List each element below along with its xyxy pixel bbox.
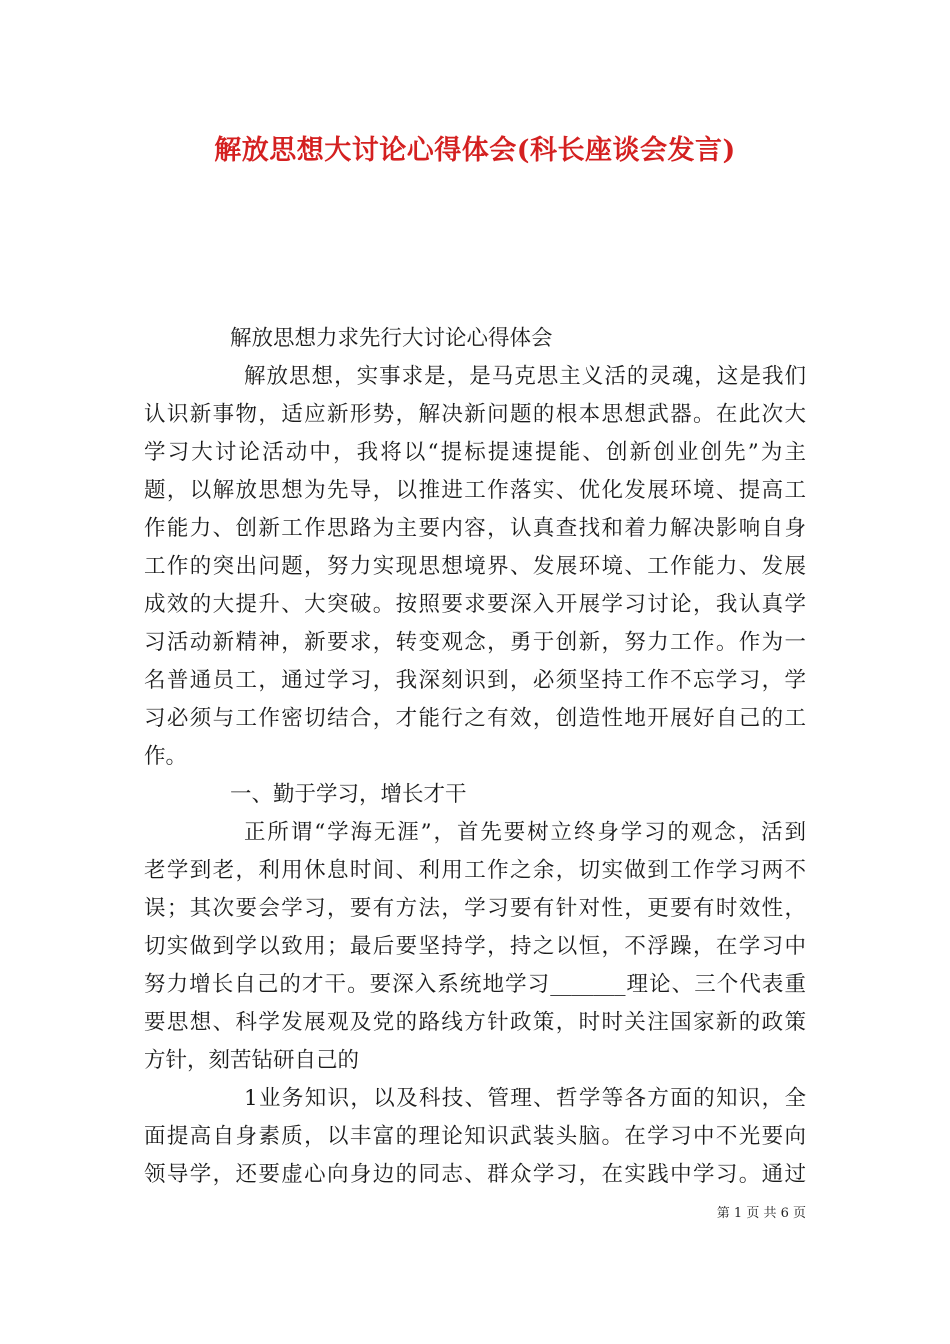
paragraph-line: 切实做到学以致用；最后要坚持学，持之以恒，不浮躁，在学习中 [144, 934, 806, 959]
paragraph-line: 名普通员工，通过学习，我深刻识到，必须坚持工作不忘学习，学 [144, 668, 806, 693]
paragraph-line: 要思想、科学发展观及党的路线方针政策，时时关注国家新的政策 [144, 1010, 806, 1035]
paragraph-line: 习必须与工作密切结合，才能行之有效，创造性地开展好自己的工 [144, 706, 806, 731]
paragraph-line: 努力增长自己的才干。要深入系统地学习_______理论、三个代表重 [144, 972, 806, 997]
page-footer: 第 1 页 共 6 页 [716, 1206, 806, 1221]
document-title: 解放思想大讨论心得体会(科长座谈会发言) [214, 135, 736, 166]
document-subtitle: 解放思想力求先行大讨论心得体会 [230, 326, 553, 351]
paragraph-line: 面提高自身素质，以丰富的理论知识武装头脑。在学习中不光要向 [144, 1124, 806, 1149]
paragraph-line: 学习大讨论活动中，我将以“提标提速提能、创新创业创先”为主 [144, 440, 806, 465]
paragraph-line: 作能力、创新工作思路为主要内容，认真查找和着力解决影响自身 [144, 516, 806, 541]
paragraph-line: 题，以解放思想为先导，以推进工作落实、优化发展环境、提高工 [144, 478, 806, 503]
paragraph-line: 误；其次要会学习，要有方法，学习要有针对性，更要有时效性， [144, 896, 806, 921]
paragraph-line: 方针，刻苦钻研自己的 [144, 1048, 360, 1073]
paragraph-line: 领导学，还要虚心向身边的同志、群众学习，在实践中学习。通过 [144, 1162, 806, 1187]
paragraph-line: 作。 [144, 744, 188, 769]
paragraph-line: 认识新事物，适应新形势，解决新问题的根本思想武器。在此次大 [144, 402, 806, 427]
paragraph-line: 成效的大提升、大突破。按照要求要深入开展学习讨论，我认真学 [144, 592, 806, 617]
paragraph-line: 习活动新精神，新要求，转变观念，勇于创新，努力工作。作为一 [144, 630, 806, 655]
paragraph-line: 老学到老，利用休息时间、利用工作之余，切实做到工作学习两不 [144, 858, 806, 883]
section-heading: 一、勤于学习，增长才干 [230, 782, 467, 807]
paragraph-line: 正所谓“学海无涯”，首先要树立终身学习的观念，活到 [244, 820, 806, 845]
paragraph-line: 解放思想，实事求是，是马克思主义活的灵魂，这是我们 [244, 364, 806, 389]
paragraph-line: 工作的突出问题，努力实现思想境界、发展环境、工作能力、发展 [144, 554, 806, 579]
paragraph-line: 1业务知识，以及科技、管理、哲学等各方面的知识，全 [244, 1086, 806, 1111]
